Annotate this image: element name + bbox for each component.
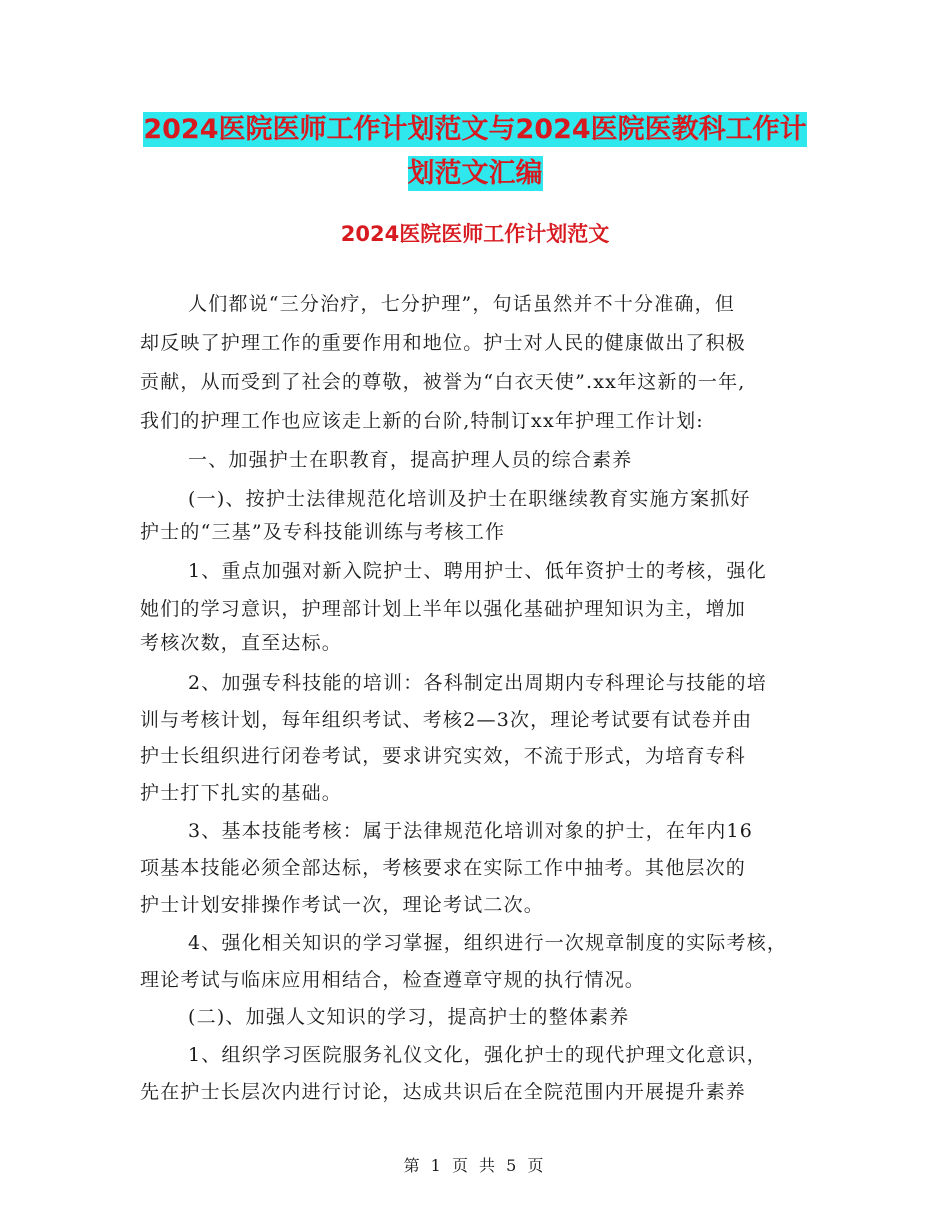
body-line: 人们都说“三分治疗，七分护理”，句话虽然并不十分准确，但 <box>188 293 736 315</box>
body-line: 理论考试与临床应用相结合，检查遵章守规的执行情况。 <box>140 969 646 991</box>
page-footer: 第 1 页 共 5 页 <box>403 1156 547 1175</box>
body-line: 3、基本技能考核：属于法律规范化培训对象的护士，在年内16 <box>188 820 754 842</box>
document-title-line-1: 2024医院医师工作计划范文与2024医院医教科工作计 <box>143 114 807 145</box>
body-line: 却反映了护理工作的重要作用和地位。护士对人民的健康做出了积极 <box>140 332 747 354</box>
body-line: 1、重点加强对新入院护士、聘用护士、低年资护士的考核，强化 <box>188 560 767 582</box>
body-line: 护士计划安排操作考试一次，理论考试二次。 <box>140 894 545 916</box>
heading-line: (二)、加强人文知识的学习，提高护士的整体素养 <box>188 1006 630 1028</box>
body-line: 项基本技能必须全部达标，考核要求在实际工作中抽考。其他层次的 <box>140 857 747 879</box>
body-line: 1、组织学习医院服务礼仪文化，强化护士的现代护理文化意识， <box>188 1044 767 1066</box>
body-line: 护士打下扎实的基础。 <box>140 782 343 804</box>
body-line: 4、强化相关知识的学习掌握，组织进行一次规章制度的实际考核， <box>188 932 788 954</box>
body-line: 先在护士长层次内进行讨论，达成共识后在全院范围内开展提升素养 <box>140 1081 747 1103</box>
body-line: 护士长组织进行闭卷考试，要求讲究实效，不流于形式，为培育专科 <box>140 745 747 767</box>
body-line: 考核次数，直至达标。 <box>140 632 343 654</box>
body-line: 护士的“三基”及专科技能训练与考核工作 <box>140 521 506 543</box>
body-line: (一)、按护士法律规范化培训及护士在职继续教育实施方案抓好 <box>188 488 751 510</box>
body-line: 她们的学习意识，护理部计划上半年以强化基础护理知识为主，增加 <box>140 598 747 620</box>
body-line: 贡献，从而受到了社会的尊敬，被誉为“白衣天使”.xx年这新的一年, <box>140 371 746 393</box>
body-line: 训与考核计划，每年组织考试、考核2—3次，理论考试要有试卷并由 <box>140 709 753 731</box>
body-line: 2、加强专科技能的培训：各科制定出周期内专科理论与技能的培 <box>188 672 767 694</box>
document-title-line-2: 划范文汇编 <box>407 158 543 189</box>
heading-line: 一、加强护士在职教育，提高护理人员的综合素养 <box>188 449 633 471</box>
body-line: 我们的护理工作也应该走上新的台阶,特制订xx年护理工作计划: <box>140 410 704 432</box>
section-title: 2024医院医师工作计划范文 <box>340 222 610 246</box>
